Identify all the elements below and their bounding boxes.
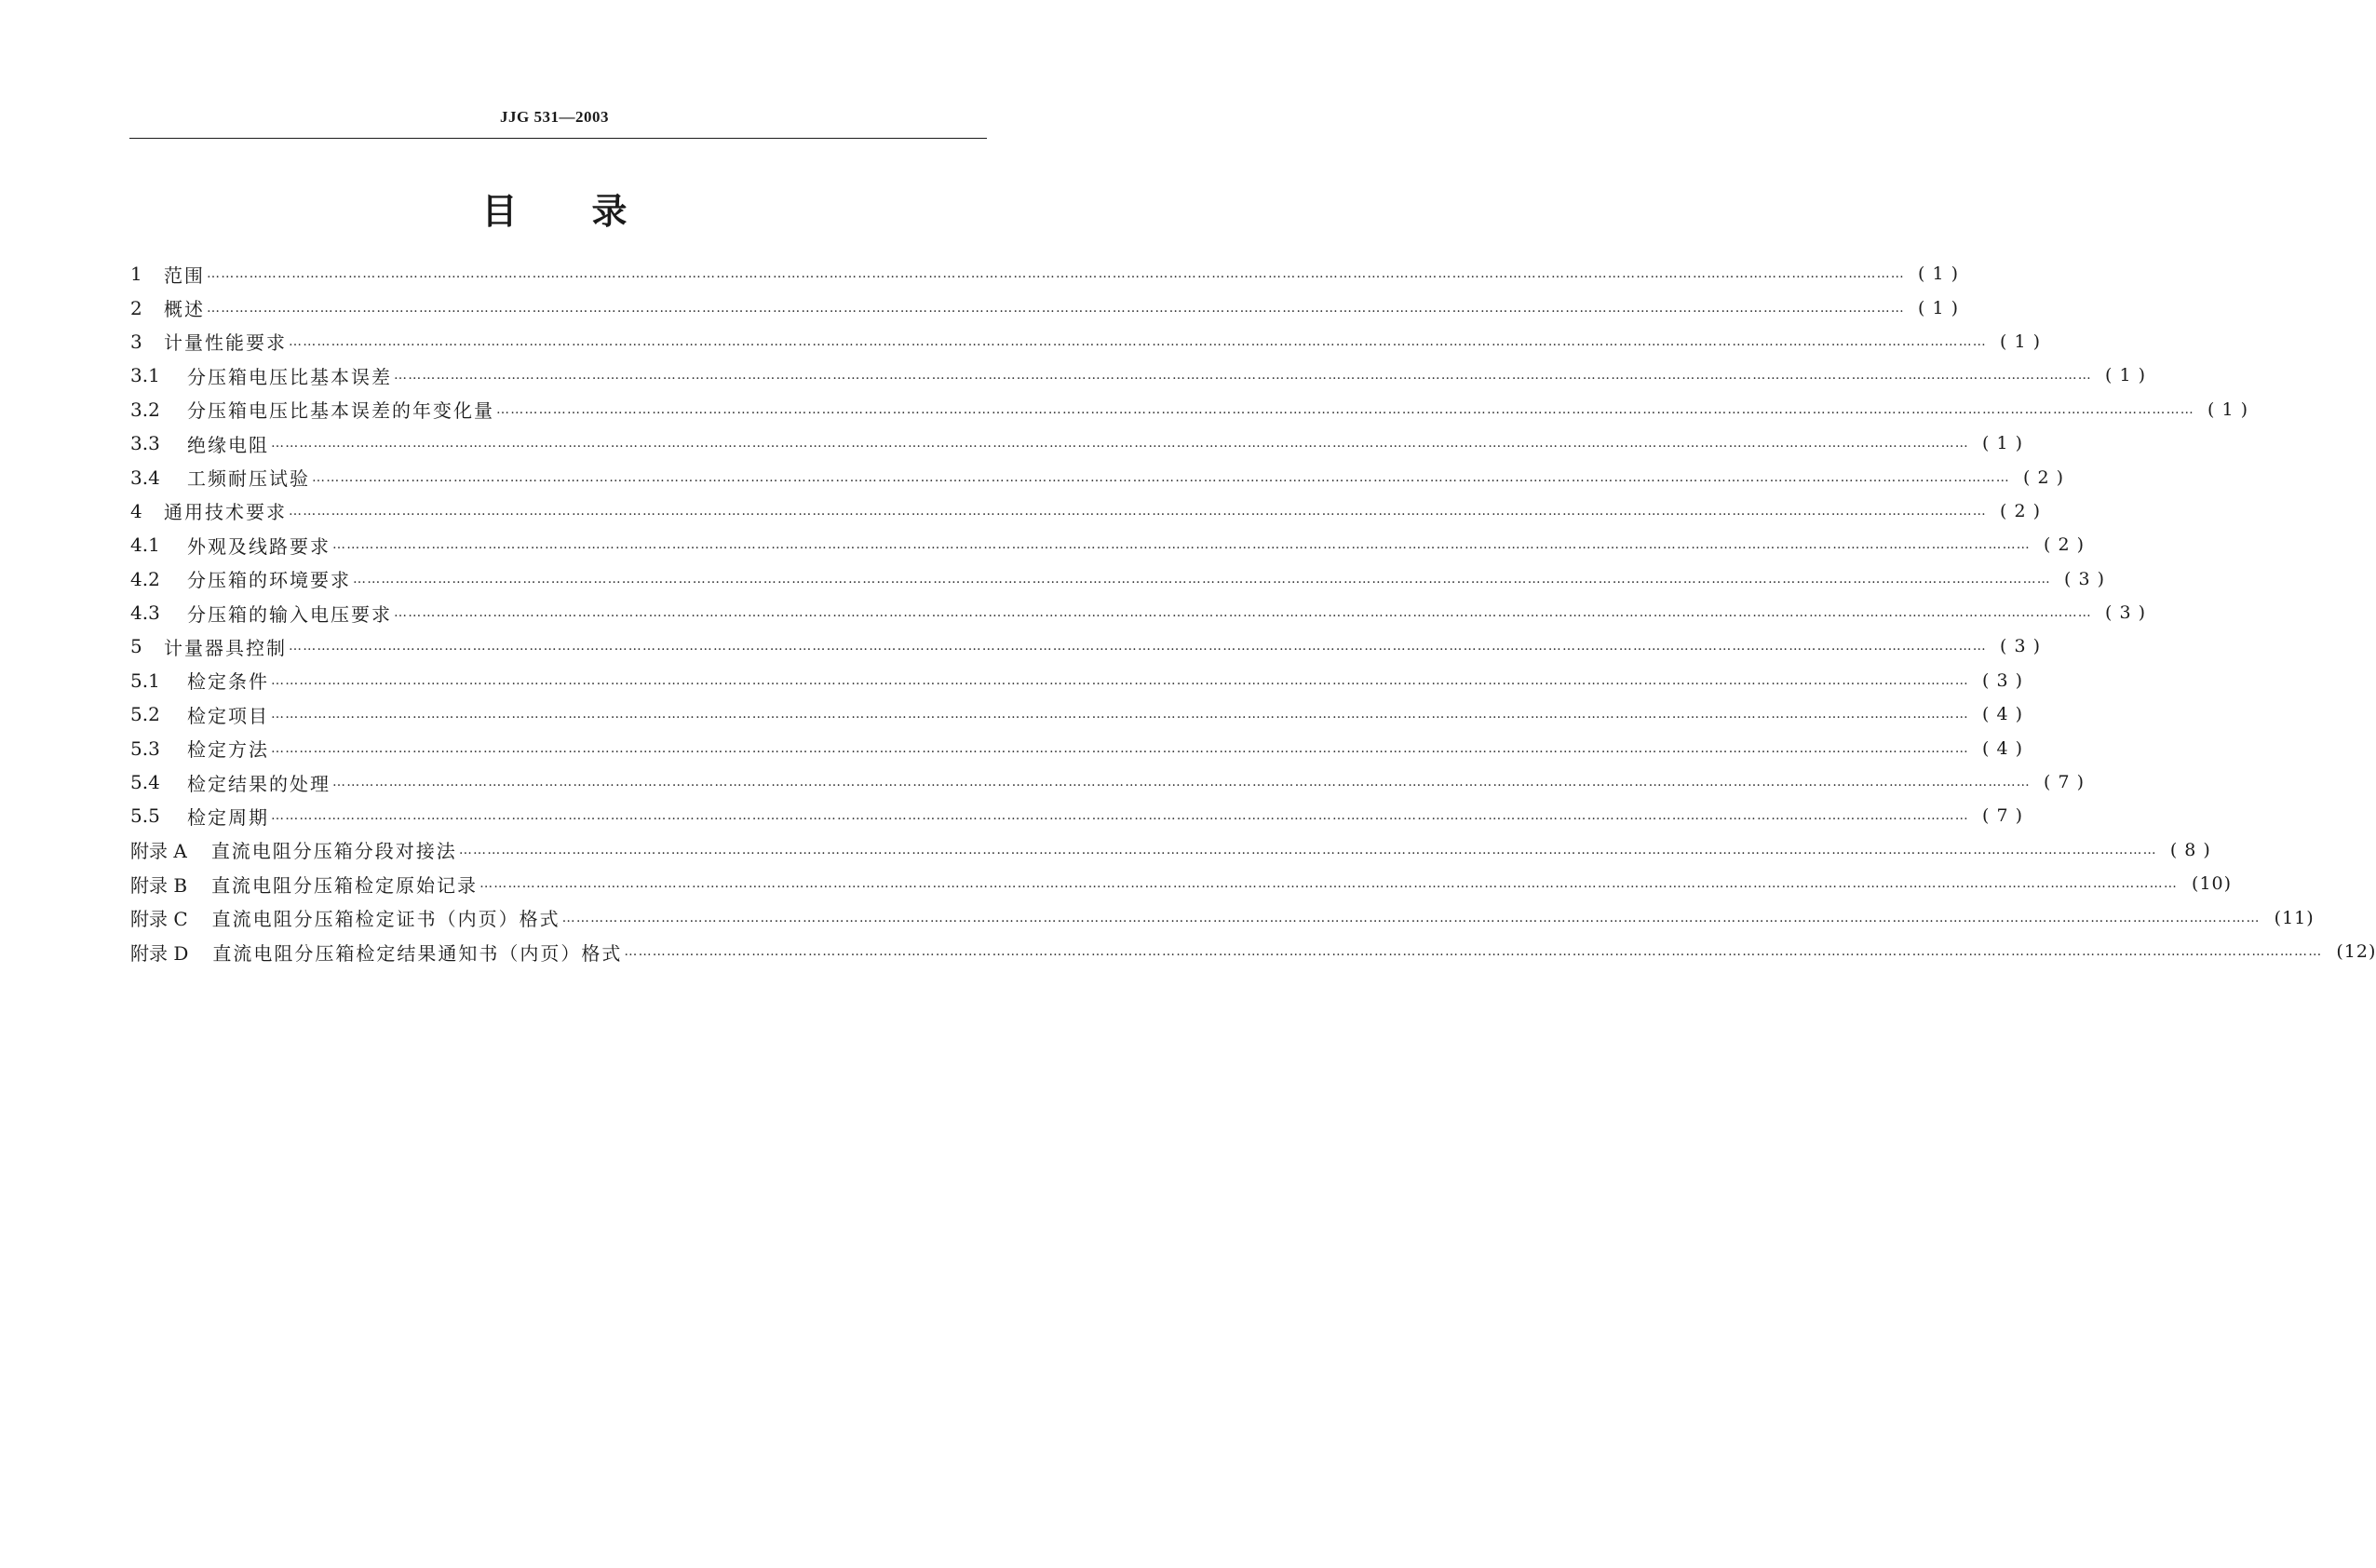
toc-title-left: 目 xyxy=(481,191,518,232)
toc-entry-label: 检定条件 xyxy=(187,670,269,694)
toc-entry-number: 3.1 xyxy=(130,364,160,387)
toc-entry-number: 4 xyxy=(130,499,142,522)
toc-entry[interactable] xyxy=(130,358,2146,392)
toc-entry-number: 4.2 xyxy=(130,567,160,590)
header-divider xyxy=(129,138,987,139)
toc-entry[interactable] xyxy=(130,867,2233,900)
toc-entry-number: 附录 A xyxy=(130,840,187,863)
toc-dot-leader: ……………………………………………………………………………………………………………………………………………………………………………………………………………………………………………………………………………………………………………………………… xyxy=(458,842,2157,858)
toc-entry-number: 3.2 xyxy=(130,398,160,421)
toc-dot-leader: ……………………………………………………………………………………………………………………………………………………………………………………………………………………………………………………………………………………………………………………………… xyxy=(271,707,1969,723)
toc-dot-leader: ……………………………………………………………………………………………………………………………………………………………………………………………………………………………………………………………………………………………………………………………… xyxy=(394,605,2092,621)
toc-entry-label: 计量器具控制 xyxy=(164,636,287,659)
toc-dot-leader: ……………………………………………………………………………………………………………………………………………………………………………………………………………………………………………………………………………………………………………………………… xyxy=(289,639,1987,655)
table-of-contents xyxy=(130,257,2376,968)
toc-entry-label: 分压箱的环境要求 xyxy=(187,569,351,592)
toc-entry-page: ( 3 ) xyxy=(1982,669,2023,691)
toc-entry-label: 检定结果的处理 xyxy=(187,772,331,795)
toc-entry-page: ( 3 ) xyxy=(2064,568,2105,589)
toc-dot-leader: ……………………………………………………………………………………………………………………………………………………………………………………………………………………………………………………………………………………………………………………………… xyxy=(207,300,1905,316)
toc-entry[interactable] xyxy=(130,799,2023,832)
toc-entry-page: ( 7 ) xyxy=(1982,805,2023,827)
toc-entry-number: 5.3 xyxy=(130,737,160,760)
toc-entry-label: 工频耐压试验 xyxy=(187,467,310,491)
toc-entry-page: ( 1 ) xyxy=(1918,297,1959,318)
toc-entry-number: 2 xyxy=(130,296,142,319)
toc-entry-page: ( 2 ) xyxy=(2044,534,2085,556)
toc-dot-leader: ……………………………………………………………………………………………………………………………………………………………………………………………………………………………………………………………………………………………………………………………… xyxy=(394,368,2092,384)
toc-entry[interactable] xyxy=(130,562,2105,596)
toc-dot-leader: ……………………………………………………………………………………………………………………………………………………………………………………………………………………………………………………………………………………………………………………………… xyxy=(624,944,2323,959)
toc-entry-page: ( 2 ) xyxy=(2023,466,2064,488)
toc-entry-label: 计量性能要求 xyxy=(164,331,287,355)
toc-entry-page: ( 7 ) xyxy=(2044,772,2085,793)
toc-entry-label: 直流电阻分压箱分段对接法 xyxy=(210,840,457,863)
toc-entry-page: (11) xyxy=(2274,907,2315,928)
toc-entry-number: 3 xyxy=(130,330,142,353)
toc-entry-number: 3.3 xyxy=(130,432,160,455)
toc-entry-number: 4.1 xyxy=(130,534,160,557)
toc-dot-leader: ……………………………………………………………………………………………………………………………………………………………………………………………………………………………………………………………………………………………………………………………… xyxy=(207,266,1905,282)
toc-entry-number: 4.3 xyxy=(130,602,160,625)
toc-dot-leader: ……………………………………………………………………………………………………………………………………………………………………………………………………………………………………………………………………………………………………………………………… xyxy=(271,436,1969,452)
toc-entry-number: 附录 B xyxy=(130,873,188,897)
toc-entry[interactable] xyxy=(130,596,2146,629)
toc-entry[interactable] xyxy=(130,629,2041,663)
toc-dot-leader: ……………………………………………………………………………………………………………………………………………………………………………………………………………………………………………………………………………………………………………………………… xyxy=(353,571,2051,587)
toc-entry-label: 检定周期 xyxy=(187,805,269,829)
toc-entry-label: 分压箱电压比基本误差 xyxy=(187,365,392,388)
toc-entry-page: ( 1 ) xyxy=(2000,331,2041,352)
toc-entry-number: 5.4 xyxy=(130,771,160,794)
toc-entry[interactable] xyxy=(130,664,2023,697)
toc-entry[interactable] xyxy=(130,393,2248,426)
toc-entry-number: 附录 D xyxy=(130,941,189,965)
toc-dot-leader: ……………………………………………………………………………………………………………………………………………………………………………………………………………………………………………………………………………………………………………………………… xyxy=(289,503,1987,519)
toc-dot-leader: ……………………………………………………………………………………………………………………………………………………………………………………………………………………………………………………………………………………………………………………………… xyxy=(271,740,1969,756)
toc-entry-number: 附录 C xyxy=(130,908,188,931)
toc-entry-number: 3.4 xyxy=(130,466,160,489)
toc-entry-page: ( 3 ) xyxy=(2000,636,2041,657)
toc-entry[interactable] xyxy=(130,765,2085,799)
toc-entry-number: 5.5 xyxy=(130,804,160,828)
toc-entry-page: ( 2 ) xyxy=(2000,500,2041,521)
toc-entry-label: 通用技术要求 xyxy=(164,501,287,524)
toc-title-right: 录 xyxy=(591,191,628,232)
toc-entry[interactable] xyxy=(130,494,2041,528)
toc-entry-page: ( 4 ) xyxy=(1982,737,2023,759)
toc-entry-label: 分压箱的输入电压要求 xyxy=(187,602,392,626)
toc-entry-label: 直流电阻分压箱检定原始记录 xyxy=(211,873,479,897)
toc-dot-leader: ……………………………………………………………………………………………………………………………………………………………………………………………………………………………………………………………………………………………………………………………… xyxy=(332,775,2031,791)
toc-entry-label: 绝缘电阻 xyxy=(187,433,269,456)
toc-entry-label: 检定项目 xyxy=(187,704,269,727)
toc-entry-page: ( 1 ) xyxy=(1918,264,1959,285)
toc-entry-number: 5.1 xyxy=(130,669,160,692)
toc-entry[interactable] xyxy=(130,833,2211,867)
toc-entry-page: ( 4 ) xyxy=(1982,704,2023,725)
toc-title xyxy=(0,182,1109,234)
toc-entry-page: ( 1 ) xyxy=(1982,433,2023,454)
toc-entry[interactable] xyxy=(130,900,2315,934)
toc-dot-leader: ……………………………………………………………………………………………………………………………………………………………………………………………………………………………………………………………………………………………………………………………… xyxy=(496,401,2194,417)
toc-entry[interactable] xyxy=(130,325,2041,358)
toc-dot-leader: ……………………………………………………………………………………………………………………………………………………………………………………………………………………………………………………………………………………………………………………………… xyxy=(479,876,2179,892)
toc-entry[interactable] xyxy=(130,426,2023,460)
toc-entry[interactable] xyxy=(130,528,2085,561)
toc-entry[interactable] xyxy=(130,460,2064,493)
toc-dot-leader: ……………………………………………………………………………………………………………………………………………………………………………………………………………………………………………………………………………………………………………………………… xyxy=(289,333,1987,349)
toc-dot-leader: ……………………………………………………………………………………………………………………………………………………………………………………………………………………………………………………………………………………………………………………………… xyxy=(561,910,2261,926)
toc-entry-page: ( 1 ) xyxy=(2105,365,2146,386)
toc-entry-page: ( 3 ) xyxy=(2105,602,2146,624)
toc-entry-page: ( 1 ) xyxy=(2207,399,2248,420)
toc-dot-leader: ……………………………………………………………………………………………………………………………………………………………………………………………………………………………………………………………………………………………………………………………… xyxy=(271,672,1969,688)
toc-dot-leader: ……………………………………………………………………………………………………………………………………………………………………………………………………………………………………………………………………………………………………………………………… xyxy=(271,808,1969,824)
toc-entry-number: 1 xyxy=(130,263,142,286)
toc-entry-label: 概述 xyxy=(164,298,205,321)
toc-entry[interactable] xyxy=(130,935,2376,968)
toc-entry-label: 分压箱电压比基本误差的年变化量 xyxy=(187,399,494,423)
toc-entry-number: 5.2 xyxy=(130,703,160,726)
toc-entry-label: 范围 xyxy=(164,264,205,287)
toc-entry-label: 直流电阻分压箱检定结果通知书（内页）格式 xyxy=(212,941,623,965)
toc-entry-page: (12) xyxy=(2336,941,2376,962)
toc-entry[interactable] xyxy=(130,257,1959,291)
toc-dot-leader: ……………………………………………………………………………………………………………………………………………………………………………………………………………………………………………………………………………………………………………………………… xyxy=(312,469,2010,485)
toc-dot-leader: ……………………………………………………………………………………………………………………………………………………………………………………………………………………………………………………………………………………………………………………………… xyxy=(332,537,2031,553)
toc-entry-number: 5 xyxy=(130,635,142,658)
document-code-header: JJG 531—2003 xyxy=(500,108,609,126)
toc-entry-page: ( 8 ) xyxy=(2169,839,2211,860)
toc-entry-page: (10) xyxy=(2192,873,2233,895)
toc-entry-label: 直流电阻分压箱检定证书（内页）格式 xyxy=(211,908,560,931)
toc-entry[interactable] xyxy=(130,731,2023,764)
toc-entry[interactable] xyxy=(130,697,2023,731)
toc-entry[interactable] xyxy=(130,291,1959,324)
toc-entry-label: 外观及线路要求 xyxy=(187,534,331,558)
toc-entry-label: 检定方法 xyxy=(187,738,269,762)
